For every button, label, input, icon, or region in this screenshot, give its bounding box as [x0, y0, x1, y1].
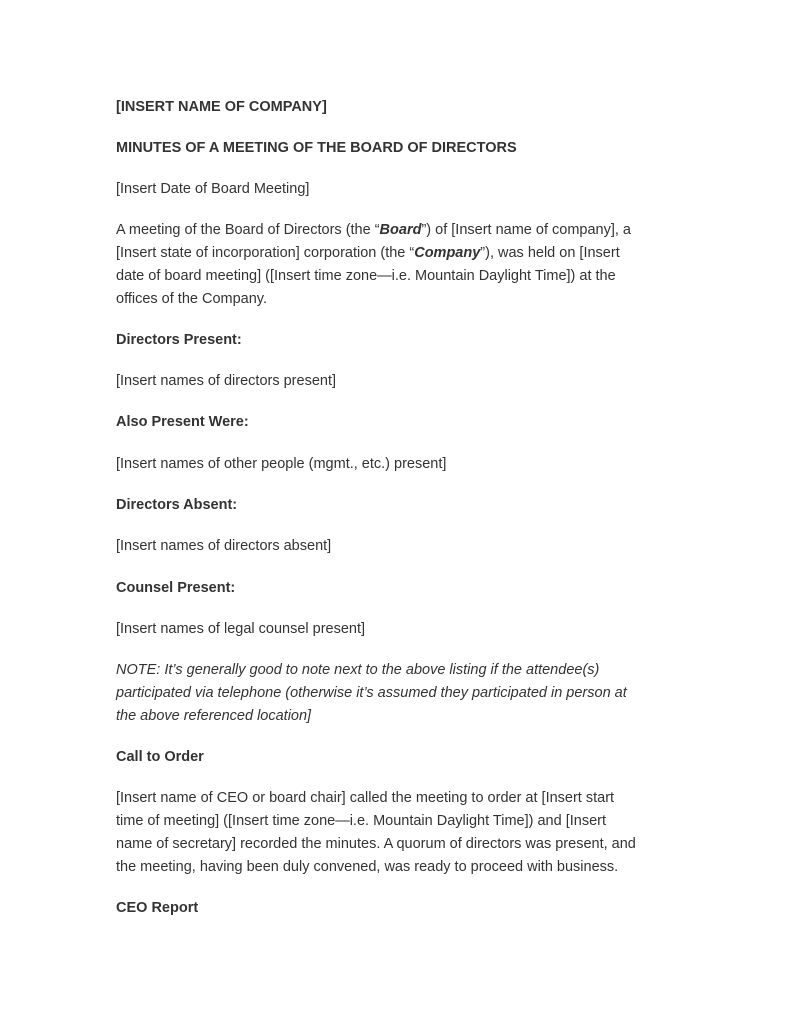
- company-heading: [INSERT NAME OF COMPANY]: [116, 99, 327, 115]
- counsel-present-heading: Counsel Present:: [116, 580, 236, 596]
- directors-present-heading: Directors Present:: [116, 332, 242, 348]
- note-line-1: NOTE: It’s generally good to note next to the above listing if the attendee(s): [116, 662, 600, 678]
- intro-line-3: date of board meeting] ([Insert time zone—i.e. Mountain Daylight Time]) at the: [116, 268, 616, 284]
- intro-paragraph: [116, 219, 696, 311]
- note-line-2: participated via telephone (otherwise it’s assumed they participated in person at: [116, 685, 627, 701]
- note-paragraph: [116, 659, 696, 728]
- directors-absent-text: [Insert names of directors absent]: [116, 538, 332, 554]
- also-present-text: [Insert names of other people (mgmt., etc.) present]: [116, 456, 447, 472]
- call-to-order-line-1: [Insert name of CEO or board chair] called the meeting to order at [Insert start: [116, 790, 615, 806]
- also-present-heading: Also Present Were:: [116, 414, 249, 430]
- note-line-3: the above referenced location]: [116, 708, 312, 724]
- call-to-order-line-4: the meeting, having been duly convened, was ready to proceed with business.: [116, 859, 619, 875]
- counsel-present-text: [Insert names of legal counsel present]: [116, 621, 366, 637]
- ceo-report-heading: CEO Report: [116, 900, 199, 916]
- defined-term-company: Company: [414, 245, 481, 261]
- directors-present-text: [Insert names of directors present]: [116, 373, 337, 389]
- intro-line-1: A meeting of the Board of Directors (the “Board”) of [Insert name of company], a: [116, 222, 631, 238]
- call-to-order-heading: Call to Order: [116, 749, 204, 765]
- directors-absent-heading: Directors Absent:: [116, 497, 238, 513]
- call-to-order-paragraph: [116, 787, 696, 879]
- call-to-order-line-2: time of meeting] ([Insert time zone—i.e. Mountain Daylight Time]) and [Insert: [116, 813, 606, 829]
- document-page: [116, 96, 696, 920]
- intro-line-4: offices of the Company.: [116, 291, 267, 307]
- intro-line-2: [Insert state of incorporation] corporation (the “Company”), was held on [Insert: [116, 245, 620, 261]
- document-title: MINUTES OF A MEETING OF THE BOARD OF DIRECTORS: [116, 140, 517, 156]
- meeting-date: [Insert Date of Board Meeting]: [116, 181, 310, 197]
- defined-term-board: Board: [379, 222, 422, 238]
- call-to-order-line-3: name of secretary] recorded the minutes. A quorum of directors was present, and: [116, 836, 636, 852]
